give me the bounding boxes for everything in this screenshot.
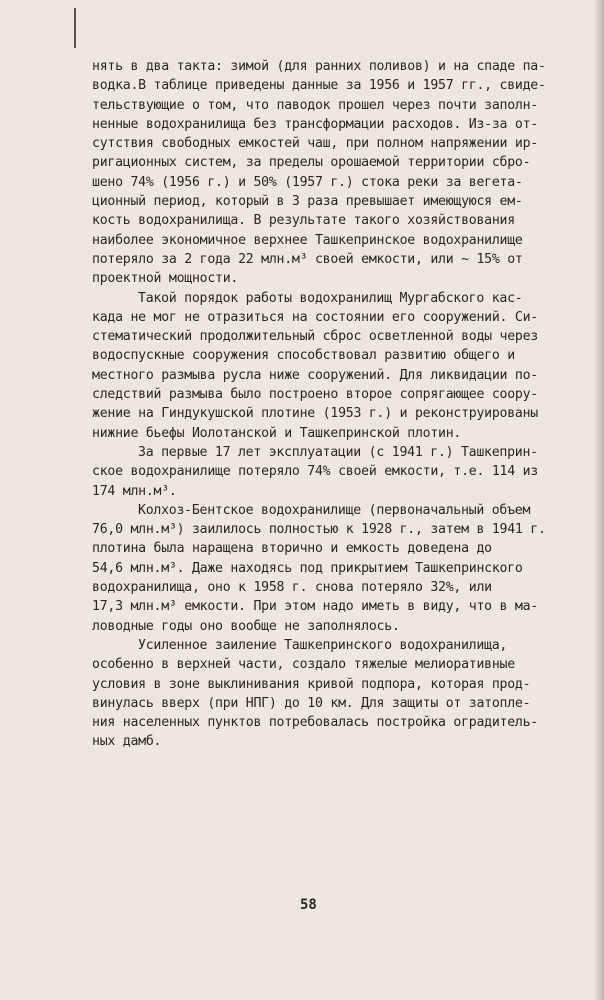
text-line: ционный период, который в 3 раза превышает имеющуюся ем-: [92, 194, 523, 210]
text-line: 174 млн.м³.: [92, 483, 177, 499]
text-line: плотина была наращена вторично и емкость доведена до: [92, 541, 492, 557]
text-line: местного размыва русла ниже сооружений. Для ликвидации по-: [92, 367, 538, 383]
text-line: Колхоз-Бентское водохранилище (первоначальный объем: [138, 502, 531, 518]
text-line: када не мог не отразиться на состоянии его сооружений. Си-: [92, 309, 538, 325]
text-line: ское водохранилище потеряло 74% своей емкости, т.е. 114 из: [92, 464, 538, 480]
text-line: винулась вверх (при НПГ) до 10 км. Для защиты от затопле-: [92, 695, 531, 711]
text-line: Усиленное заиление Ташкепринского водохранилища,: [138, 637, 508, 653]
text-line: жение на Гиндукушской плотине (1953 г.) и реконструированы: [92, 406, 538, 422]
text-line: водоспускные сооружения способствовал развитию общего и: [92, 348, 515, 364]
text-line: За первые 17 лет эксплуатации (с 1941 г.) Ташкеприн-: [138, 444, 538, 460]
body-text: [92, 57, 598, 752]
text-line: шено 74% (1956 г.) и 50% (1957 г.) стока реки за вегета-: [92, 174, 523, 190]
text-line: водохранилища, оно к 1958 г. снова потеряло 32%, или: [92, 580, 492, 596]
text-line: Такой порядок работы водохранилищ Мургабского кас-: [138, 290, 523, 306]
text-line: условия в зоне выклинивания кривой подпора, которая прод-: [92, 676, 531, 692]
text-line: нижние бьефы Иолотанской и Ташкепринской плотин.: [92, 425, 462, 441]
text-line: ненные водохранилища без трансформации расходов. Из-за от-: [92, 116, 538, 132]
text-line: стематический продолжительный сброс осветленной воды через: [92, 329, 538, 345]
text-line: ловодные годы оно вообще не заполнялось.: [92, 618, 400, 634]
text-line: ригационных систем, за пределы орошаемой территории сбро-: [92, 155, 531, 171]
text-line: 54,6 млн.м³. Даже находясь под прикрытием Ташкепринского: [92, 560, 523, 576]
text-line: 17,3 млн.м³ емкости. При этом надо иметь в виду, что в ма-: [92, 599, 538, 615]
text-line: сутствия свободных емкостей чаш, при полном напряжении ир-: [92, 136, 538, 152]
text-line: нять в два такта: зимой (для ранних поливов) и на спаде па-: [92, 59, 546, 74]
text-line: проектной мощности.: [92, 271, 239, 287]
text-line: водка.В таблице приведены данные за 1956 и 1957 гг., свиде-: [92, 78, 546, 94]
text-line: следствий размыва было построено второе сопрягающее соору-: [92, 387, 538, 403]
text-line: особенно в верхней части, создало тяжелые мелиоративные: [92, 657, 515, 673]
text-line: тельствующие о том, что паводок прошел через почти заполн-: [92, 97, 538, 113]
text-line: 76,0 млн.м³) заилилось полностью к 1928 г., затем в 1941 г.: [92, 522, 546, 538]
text-line: кость водохранилища. В результате такого хозяйствования: [92, 213, 515, 229]
text-line: потеряло за 2 года 22 млн.м³ своей емкости, или ~ 15% от: [92, 251, 523, 267]
text-line: ных дамб.: [92, 734, 162, 750]
page-number: 58: [300, 897, 317, 913]
text-line: наиболее экономичное верхнее Ташкепринское водохранилище: [92, 232, 523, 248]
text-line: ния населенных пунктов потребовалась постройка оградитель-: [92, 715, 538, 731]
binding-mark: [74, 8, 76, 48]
